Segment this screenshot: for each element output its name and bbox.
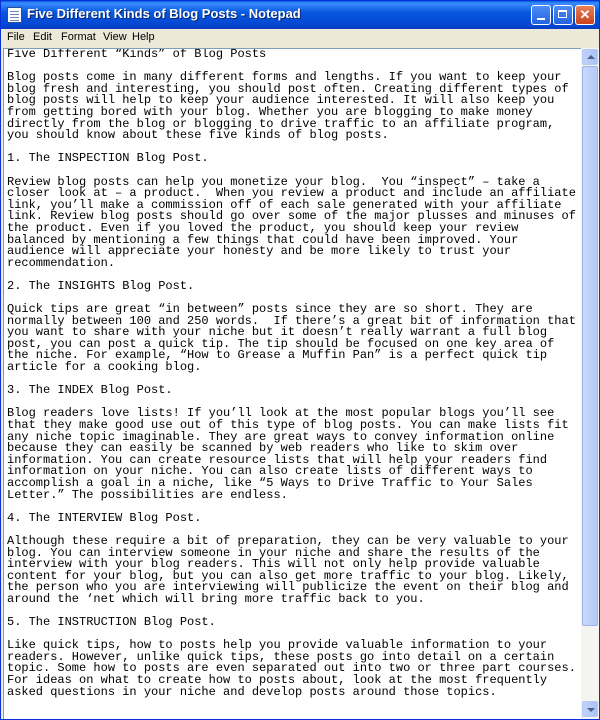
document-text[interactable]: Five Different “Kinds” of Blog Posts Blog posts come in many different forms and lengths. If you want to keep your blog fresh and interesting, you should post often. Creating different types of blog posts will help to keep your audience interested. It will also keep you from getting bored with your blog. Whether you are blogging to make money directly from the blog or blogging to drive traffic to an affiliate program, you should know about these five kinds of blog posts. 1. The INSPECTION Blog Post. Review blog posts can help you monetize your blog. You “inspect” – take a closer look at – a product. When you review a product and include an affiliate link, you’ll make a commission off of each sale generated with your affiliate link. Review blog posts should go over some of the major plusses and minuses of the product. Even if you loved the product, you should keep your review balanced by mentioning a few things that could have been improved. Your audience will appreciate your honesty and be more likely to trust your recommendation. 2. The INSIGHTS Blog Post. Quick tips are great “in between” posts since they are so short. They are normally between 100 and 250 words. If there’s a great bit of information that you want to share with your niche but it doesn’t really warrant a full blog post, you can post a quick tip. The tip should be focused on one key area of the niche. For example, “How to Grease a Muffin Pan” is a perfect quick tip article for a cooking blog. 3. The INDEX Blog Post. Blog readers love lists! If you’ll look at the most popular blogs you’ll see that they make good use out of this type of blog posts. You can make lists fit any niche topic imaginable. They are great ways to convey information online because they can easily be scanned by web readers who like to skim over information. You can create resource lists that will help your readers find information on your niche. You can also create lists of different ways to accomplish a goal in a niche, like “5 Ways to Drive Traffic to Your Sales Letter.” The possibilities are endless. 4. The INTERVIEW Blog Post. Although these require a bit of preparation, they can be very valuable to your blog. You can interview someone in your niche and share the results of the interview with your blog readers. This will not only help provide valuable content for your blog, but you can also get more traffic to your blog. Likely, the person who you are interviewing will publicize the event on their blog and around the ‘net which will bring more traffic back to you. 5. The INSTRUCTION Blog Post. Like quick tips, how to posts help you provide valuable information to your readers. However, unlike quick tips, these posts go into detail on a certain topic. Some how to posts are even separated out into two or three part courses. For ideas on what to create how to posts about, look at the most frequently asked questions in your niche and develop posts around those topics. — [7, 48, 576, 699]
close-icon: ✕ — [579, 7, 591, 22]
minimize-icon — [537, 18, 545, 20]
menu-file[interactable]: File — [7, 31, 25, 43]
window-title: Five Different Kinds of Blog Posts - Notepad — [27, 6, 301, 21]
vertical-scrollbar[interactable] — [581, 48, 599, 719]
text-editor[interactable] — [3, 48, 581, 719]
title-bar[interactable] — [1, 1, 599, 29]
menu-format[interactable]: Format — [61, 31, 96, 43]
menu-view[interactable]: View — [103, 31, 127, 43]
menu-bar — [1, 29, 599, 48]
minimize-button[interactable] — [531, 5, 551, 25]
maximize-icon — [558, 10, 567, 18]
scroll-up-icon[interactable] — [582, 49, 598, 65]
maximize-button[interactable] — [553, 5, 573, 25]
menu-edit[interactable]: Edit — [33, 31, 52, 43]
close-button[interactable] — [575, 5, 595, 25]
scroll-thumb[interactable] — [582, 66, 598, 626]
notepad-icon[interactable] — [7, 7, 22, 23]
scroll-down-icon[interactable] — [582, 701, 598, 717]
menu-help[interactable]: Help — [132, 31, 155, 43]
